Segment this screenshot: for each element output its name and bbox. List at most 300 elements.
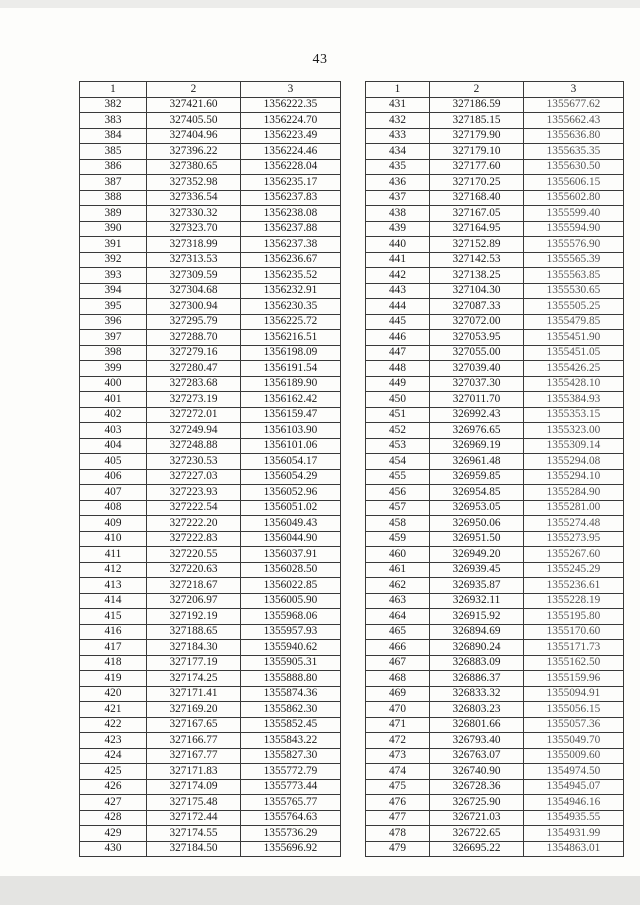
y-coordinate-cell: 1355874.36: [241, 686, 341, 702]
point-number-cell: 399: [80, 361, 147, 377]
point-number-cell: 394: [80, 283, 147, 299]
y-coordinate-cell: 1356235.52: [241, 268, 341, 284]
x-coordinate-cell: 327172.44: [147, 810, 241, 826]
y-coordinate-cell: 1356222.35: [241, 97, 341, 113]
table-row: [366, 640, 624, 656]
table-row: [80, 733, 341, 749]
table-row: [80, 686, 341, 702]
table-row: [366, 392, 624, 408]
y-coordinate-cell: 1355162.50: [524, 655, 624, 671]
table-row: [366, 299, 624, 315]
y-coordinate-cell: 1356230.35: [241, 299, 341, 315]
table-row: [366, 624, 624, 640]
point-number-cell: 460: [366, 547, 430, 563]
table-row: [80, 795, 341, 811]
x-coordinate-cell: 326728.36: [430, 779, 524, 795]
y-coordinate-cell: 1354945.07: [524, 779, 624, 795]
table-row: [80, 578, 341, 594]
y-coordinate-cell: 1355281.00: [524, 500, 624, 516]
table-row: [366, 330, 624, 346]
table-row: [366, 562, 624, 578]
x-coordinate-cell: 327186.59: [430, 97, 524, 113]
point-number-cell: 467: [366, 655, 430, 671]
y-coordinate-cell: 1355323.00: [524, 423, 624, 439]
point-number-cell: 418: [80, 655, 147, 671]
point-number-cell: 443: [366, 283, 430, 299]
table-row: [80, 748, 341, 764]
point-number-cell: 416: [80, 624, 147, 640]
y-coordinate-cell: 1355284.90: [524, 485, 624, 501]
table-row: [366, 345, 624, 361]
header-col-3: 3: [524, 82, 624, 98]
point-number-cell: 382: [80, 97, 147, 113]
y-coordinate-cell: 1356223.49: [241, 128, 341, 144]
table-row: [80, 516, 341, 532]
x-coordinate-cell: 327218.67: [147, 578, 241, 594]
x-coordinate-cell: 327249.94: [147, 423, 241, 439]
header-col-1: 1: [80, 82, 147, 98]
x-coordinate-cell: 326763.07: [430, 748, 524, 764]
x-coordinate-cell: 327011.70: [430, 392, 524, 408]
y-coordinate-cell: 1356189.90: [241, 376, 341, 392]
point-number-cell: 410: [80, 531, 147, 547]
point-number-cell: 390: [80, 221, 147, 237]
point-number-cell: 448: [366, 361, 430, 377]
table-row: [80, 438, 341, 454]
x-coordinate-cell: 327380.65: [147, 159, 241, 175]
y-coordinate-cell: 1355905.31: [241, 655, 341, 671]
table-row: [366, 826, 624, 842]
y-coordinate-cell: 1356005.90: [241, 593, 341, 609]
x-coordinate-cell: 327152.89: [430, 237, 524, 253]
x-coordinate-cell: 327087.33: [430, 299, 524, 315]
table-row: [366, 609, 624, 625]
y-coordinate-cell: 1354946.16: [524, 795, 624, 811]
x-coordinate-cell: 327171.83: [147, 764, 241, 780]
x-coordinate-cell: 326886.37: [430, 671, 524, 687]
x-coordinate-cell: 326932.11: [430, 593, 524, 609]
x-coordinate-cell: 327039.40: [430, 361, 524, 377]
y-coordinate-cell: 1355530.65: [524, 283, 624, 299]
y-coordinate-cell: 1355662.43: [524, 113, 624, 129]
x-coordinate-cell: 326725.90: [430, 795, 524, 811]
y-coordinate-cell: 1355602.80: [524, 190, 624, 206]
y-coordinate-cell: 1355159.96: [524, 671, 624, 687]
point-number-cell: 456: [366, 485, 430, 501]
x-coordinate-cell: 327272.01: [147, 407, 241, 423]
table-row: [80, 376, 341, 392]
x-coordinate-cell: 327174.09: [147, 779, 241, 795]
x-coordinate-cell: 327174.25: [147, 671, 241, 687]
y-coordinate-cell: 1356237.88: [241, 221, 341, 237]
y-coordinate-cell: 1355635.35: [524, 144, 624, 160]
point-number-cell: 446: [366, 330, 430, 346]
x-coordinate-cell: 327404.96: [147, 128, 241, 144]
y-coordinate-cell: 1355968.06: [241, 609, 341, 625]
x-coordinate-cell: 327166.77: [147, 733, 241, 749]
y-coordinate-cell: 1356037.91: [241, 547, 341, 563]
point-number-cell: 425: [80, 764, 147, 780]
point-number-cell: 442: [366, 268, 430, 284]
table-row: [80, 159, 341, 175]
point-number-cell: 414: [80, 593, 147, 609]
y-coordinate-cell: 1356237.83: [241, 190, 341, 206]
x-coordinate-cell: 327273.19: [147, 392, 241, 408]
table-row: [80, 609, 341, 625]
point-number-cell: 393: [80, 268, 147, 284]
x-coordinate-cell: 327248.88: [147, 438, 241, 454]
table-row: [366, 113, 624, 129]
point-number-cell: 422: [80, 717, 147, 733]
point-number-cell: 440: [366, 237, 430, 253]
point-number-cell: 387: [80, 175, 147, 191]
y-coordinate-cell: 1355057.36: [524, 717, 624, 733]
table-row: [366, 221, 624, 237]
point-number-cell: 431: [366, 97, 430, 113]
x-coordinate-cell: 326969.19: [430, 438, 524, 454]
table-row: [80, 252, 341, 268]
y-coordinate-cell: 1356238.08: [241, 206, 341, 222]
table-row: [366, 485, 624, 501]
point-number-cell: 404: [80, 438, 147, 454]
y-coordinate-cell: 1355764.63: [241, 810, 341, 826]
y-coordinate-cell: 1356054.17: [241, 454, 341, 470]
point-number-cell: 424: [80, 748, 147, 764]
x-coordinate-cell: 327037.30: [430, 376, 524, 392]
table-row: [366, 593, 624, 609]
y-coordinate-cell: 1355773.44: [241, 779, 341, 795]
table-row: [366, 841, 624, 857]
point-number-cell: 476: [366, 795, 430, 811]
y-coordinate-cell: 1355384.93: [524, 392, 624, 408]
y-coordinate-cell: 1355170.60: [524, 624, 624, 640]
x-coordinate-cell: 327283.68: [147, 376, 241, 392]
y-coordinate-cell: 1356022.85: [241, 578, 341, 594]
y-coordinate-cell: 1355451.05: [524, 345, 624, 361]
x-coordinate-cell: 327336.54: [147, 190, 241, 206]
x-coordinate-cell: 327192.19: [147, 609, 241, 625]
x-coordinate-cell: 327300.94: [147, 299, 241, 315]
x-coordinate-cell: 327167.05: [430, 206, 524, 222]
table-row: [366, 547, 624, 563]
x-coordinate-cell: 326721.03: [430, 810, 524, 826]
table-row: [80, 779, 341, 795]
x-coordinate-cell: 327405.50: [147, 113, 241, 129]
x-coordinate-cell: 327330.32: [147, 206, 241, 222]
table-row: [80, 206, 341, 222]
x-coordinate-cell: 327053.95: [430, 330, 524, 346]
x-coordinate-cell: 326959.85: [430, 469, 524, 485]
point-number-cell: 430: [80, 841, 147, 857]
x-coordinate-cell: 326833.32: [430, 686, 524, 702]
point-number-cell: 458: [366, 516, 430, 532]
y-coordinate-cell: 1355294.08: [524, 454, 624, 470]
point-number-cell: 475: [366, 779, 430, 795]
x-coordinate-cell: 327167.65: [147, 717, 241, 733]
table-row: [80, 454, 341, 470]
y-coordinate-cell: 1354974.50: [524, 764, 624, 780]
x-coordinate-cell: 327179.10: [430, 144, 524, 160]
point-number-cell: 412: [80, 562, 147, 578]
x-coordinate-cell: 326695.22: [430, 841, 524, 857]
point-number-cell: 408: [80, 500, 147, 516]
table-row: [80, 469, 341, 485]
y-coordinate-cell: 1354931.99: [524, 826, 624, 842]
point-number-cell: 398: [80, 345, 147, 361]
x-coordinate-cell: 327138.25: [430, 268, 524, 284]
x-coordinate-cell: 326803.23: [430, 702, 524, 718]
table-row: [80, 392, 341, 408]
y-coordinate-cell: 1355599.40: [524, 206, 624, 222]
table-row: [366, 531, 624, 547]
y-coordinate-cell: 1355479.85: [524, 314, 624, 330]
point-number-cell: 473: [366, 748, 430, 764]
table-row: [80, 702, 341, 718]
header-col-1: 1: [366, 82, 430, 98]
point-number-cell: 449: [366, 376, 430, 392]
point-number-cell: 461: [366, 562, 430, 578]
point-number-cell: 419: [80, 671, 147, 687]
table-row: [80, 144, 341, 160]
y-coordinate-cell: 1355056.15: [524, 702, 624, 718]
table-row: [366, 748, 624, 764]
y-coordinate-cell: 1355594.90: [524, 221, 624, 237]
x-coordinate-cell: 327055.00: [430, 345, 524, 361]
y-coordinate-cell: 1355563.85: [524, 268, 624, 284]
table-row: [366, 252, 624, 268]
x-coordinate-cell: 327220.63: [147, 562, 241, 578]
x-coordinate-cell: 327169.20: [147, 702, 241, 718]
table-row: [366, 702, 624, 718]
table-row: [80, 655, 341, 671]
table-row: [366, 795, 624, 811]
point-number-cell: 434: [366, 144, 430, 160]
table-row: [80, 547, 341, 563]
point-number-cell: 454: [366, 454, 430, 470]
point-number-cell: 426: [80, 779, 147, 795]
table-row: [80, 314, 341, 330]
y-coordinate-cell: 1356224.46: [241, 144, 341, 160]
x-coordinate-cell: 327222.83: [147, 531, 241, 547]
table-row: [80, 221, 341, 237]
x-coordinate-cell: 327309.59: [147, 268, 241, 284]
x-coordinate-cell: 327168.40: [430, 190, 524, 206]
table-row: [366, 283, 624, 299]
table-row: [366, 175, 624, 191]
table-row: [80, 345, 341, 361]
y-coordinate-cell: 1355862.30: [241, 702, 341, 718]
table-row: [366, 206, 624, 222]
point-number-cell: 421: [80, 702, 147, 718]
point-number-cell: 459: [366, 531, 430, 547]
point-number-cell: 406: [80, 469, 147, 485]
point-number-cell: 479: [366, 841, 430, 857]
table-row: [366, 159, 624, 175]
point-number-cell: 427: [80, 795, 147, 811]
y-coordinate-cell: 1356159.47: [241, 407, 341, 423]
y-coordinate-cell: 1355309.14: [524, 438, 624, 454]
point-number-cell: 384: [80, 128, 147, 144]
table-row: [80, 299, 341, 315]
point-number-cell: 464: [366, 609, 430, 625]
x-coordinate-cell: 326961.48: [430, 454, 524, 470]
x-coordinate-cell: 327318.99: [147, 237, 241, 253]
header-col-3: 3: [241, 82, 341, 98]
table-row: [366, 717, 624, 733]
x-coordinate-cell: 327185.15: [430, 113, 524, 129]
point-number-cell: 453: [366, 438, 430, 454]
y-coordinate-cell: 1355353.15: [524, 407, 624, 423]
y-coordinate-cell: 1355765.77: [241, 795, 341, 811]
table-row: [80, 485, 341, 501]
x-coordinate-cell: 327142.53: [430, 252, 524, 268]
table-row: [366, 500, 624, 516]
table-row: [80, 500, 341, 516]
table-row: [80, 268, 341, 284]
table-row: [366, 438, 624, 454]
x-coordinate-cell: 327288.70: [147, 330, 241, 346]
point-number-cell: 470: [366, 702, 430, 718]
y-coordinate-cell: 1356225.72: [241, 314, 341, 330]
x-coordinate-cell: 326954.85: [430, 485, 524, 501]
point-number-cell: 401: [80, 392, 147, 408]
table-row: [80, 671, 341, 687]
y-coordinate-cell: 1355630.50: [524, 159, 624, 175]
x-coordinate-cell: 326950.06: [430, 516, 524, 532]
point-number-cell: 465: [366, 624, 430, 640]
table-row: [366, 376, 624, 392]
point-number-cell: 391: [80, 237, 147, 253]
point-number-cell: 386: [80, 159, 147, 175]
x-coordinate-cell: 327184.50: [147, 841, 241, 857]
point-number-cell: 466: [366, 640, 430, 656]
point-number-cell: 409: [80, 516, 147, 532]
y-coordinate-cell: 1356054.29: [241, 469, 341, 485]
table-row: [366, 237, 624, 253]
x-coordinate-cell: 327179.90: [430, 128, 524, 144]
y-coordinate-cell: 1355274.48: [524, 516, 624, 532]
point-number-cell: 417: [80, 640, 147, 656]
table-row: [366, 810, 624, 826]
y-coordinate-cell: 1356198.09: [241, 345, 341, 361]
table-row: [80, 283, 341, 299]
y-coordinate-cell: 1356216.51: [241, 330, 341, 346]
x-coordinate-cell: 326951.50: [430, 531, 524, 547]
point-number-cell: 411: [80, 547, 147, 563]
point-number-cell: 420: [80, 686, 147, 702]
coordinates-table-right: [365, 81, 624, 857]
point-number-cell: 432: [366, 113, 430, 129]
y-coordinate-cell: 1355245.29: [524, 562, 624, 578]
x-coordinate-cell: 327220.55: [147, 547, 241, 563]
point-number-cell: 439: [366, 221, 430, 237]
y-coordinate-cell: 1356235.17: [241, 175, 341, 191]
y-coordinate-cell: 1356236.67: [241, 252, 341, 268]
table-header-row: [80, 82, 341, 98]
x-coordinate-cell: 327104.30: [430, 283, 524, 299]
y-coordinate-cell: 1355940.62: [241, 640, 341, 656]
y-coordinate-cell: 1355852.45: [241, 717, 341, 733]
table-row: [80, 841, 341, 857]
table-row: [80, 128, 341, 144]
header-col-2: 2: [430, 82, 524, 98]
point-number-cell: 436: [366, 175, 430, 191]
y-coordinate-cell: 1355677.62: [524, 97, 624, 113]
table-row: [80, 237, 341, 253]
table-row: [80, 810, 341, 826]
y-coordinate-cell: 1354935.55: [524, 810, 624, 826]
y-coordinate-cell: 1356224.70: [241, 113, 341, 129]
point-number-cell: 388: [80, 190, 147, 206]
x-coordinate-cell: 327177.19: [147, 655, 241, 671]
x-coordinate-cell: 326890.24: [430, 640, 524, 656]
table-row: [80, 423, 341, 439]
x-coordinate-cell: 326894.69: [430, 624, 524, 640]
table-row: [366, 764, 624, 780]
table-row: [366, 190, 624, 206]
y-coordinate-cell: 1356052.96: [241, 485, 341, 501]
point-number-cell: 474: [366, 764, 430, 780]
table-row: [366, 144, 624, 160]
table-row: [366, 578, 624, 594]
point-number-cell: 445: [366, 314, 430, 330]
point-number-cell: 397: [80, 330, 147, 346]
x-coordinate-cell: 327164.95: [430, 221, 524, 237]
y-coordinate-cell: 1356049.43: [241, 516, 341, 532]
point-number-cell: 457: [366, 500, 430, 516]
x-coordinate-cell: 327304.68: [147, 283, 241, 299]
table-row: [80, 190, 341, 206]
x-coordinate-cell: 327184.30: [147, 640, 241, 656]
point-number-cell: 383: [80, 113, 147, 129]
point-number-cell: 455: [366, 469, 430, 485]
y-coordinate-cell: 1356237.38: [241, 237, 341, 253]
x-coordinate-cell: 327171.41: [147, 686, 241, 702]
table-row: [80, 562, 341, 578]
y-coordinate-cell: 1356232.91: [241, 283, 341, 299]
y-coordinate-cell: 1356044.90: [241, 531, 341, 547]
table-row: [80, 764, 341, 780]
table-header-row: [366, 82, 624, 98]
x-coordinate-cell: 327313.53: [147, 252, 241, 268]
x-coordinate-cell: 327222.54: [147, 500, 241, 516]
x-coordinate-cell: 327177.60: [430, 159, 524, 175]
point-number-cell: 441: [366, 252, 430, 268]
point-number-cell: 395: [80, 299, 147, 315]
y-coordinate-cell: 1355636.80: [524, 128, 624, 144]
y-coordinate-cell: 1356191.54: [241, 361, 341, 377]
y-coordinate-cell: 1355171.73: [524, 640, 624, 656]
x-coordinate-cell: 326801.66: [430, 717, 524, 733]
table-row: [366, 655, 624, 671]
point-number-cell: 433: [366, 128, 430, 144]
point-number-cell: 451: [366, 407, 430, 423]
x-coordinate-cell: 327280.47: [147, 361, 241, 377]
x-coordinate-cell: 327174.55: [147, 826, 241, 842]
table-row: [366, 516, 624, 532]
y-coordinate-cell: 1354863.01: [524, 841, 624, 857]
table-row: [366, 268, 624, 284]
y-coordinate-cell: 1355294.10: [524, 469, 624, 485]
x-coordinate-cell: 327167.77: [147, 748, 241, 764]
table-row: [80, 97, 341, 113]
y-coordinate-cell: 1355772.79: [241, 764, 341, 780]
point-number-cell: 478: [366, 826, 430, 842]
table-row: [366, 97, 624, 113]
table-row: [366, 423, 624, 439]
table-row: [80, 826, 341, 842]
point-number-cell: 437: [366, 190, 430, 206]
